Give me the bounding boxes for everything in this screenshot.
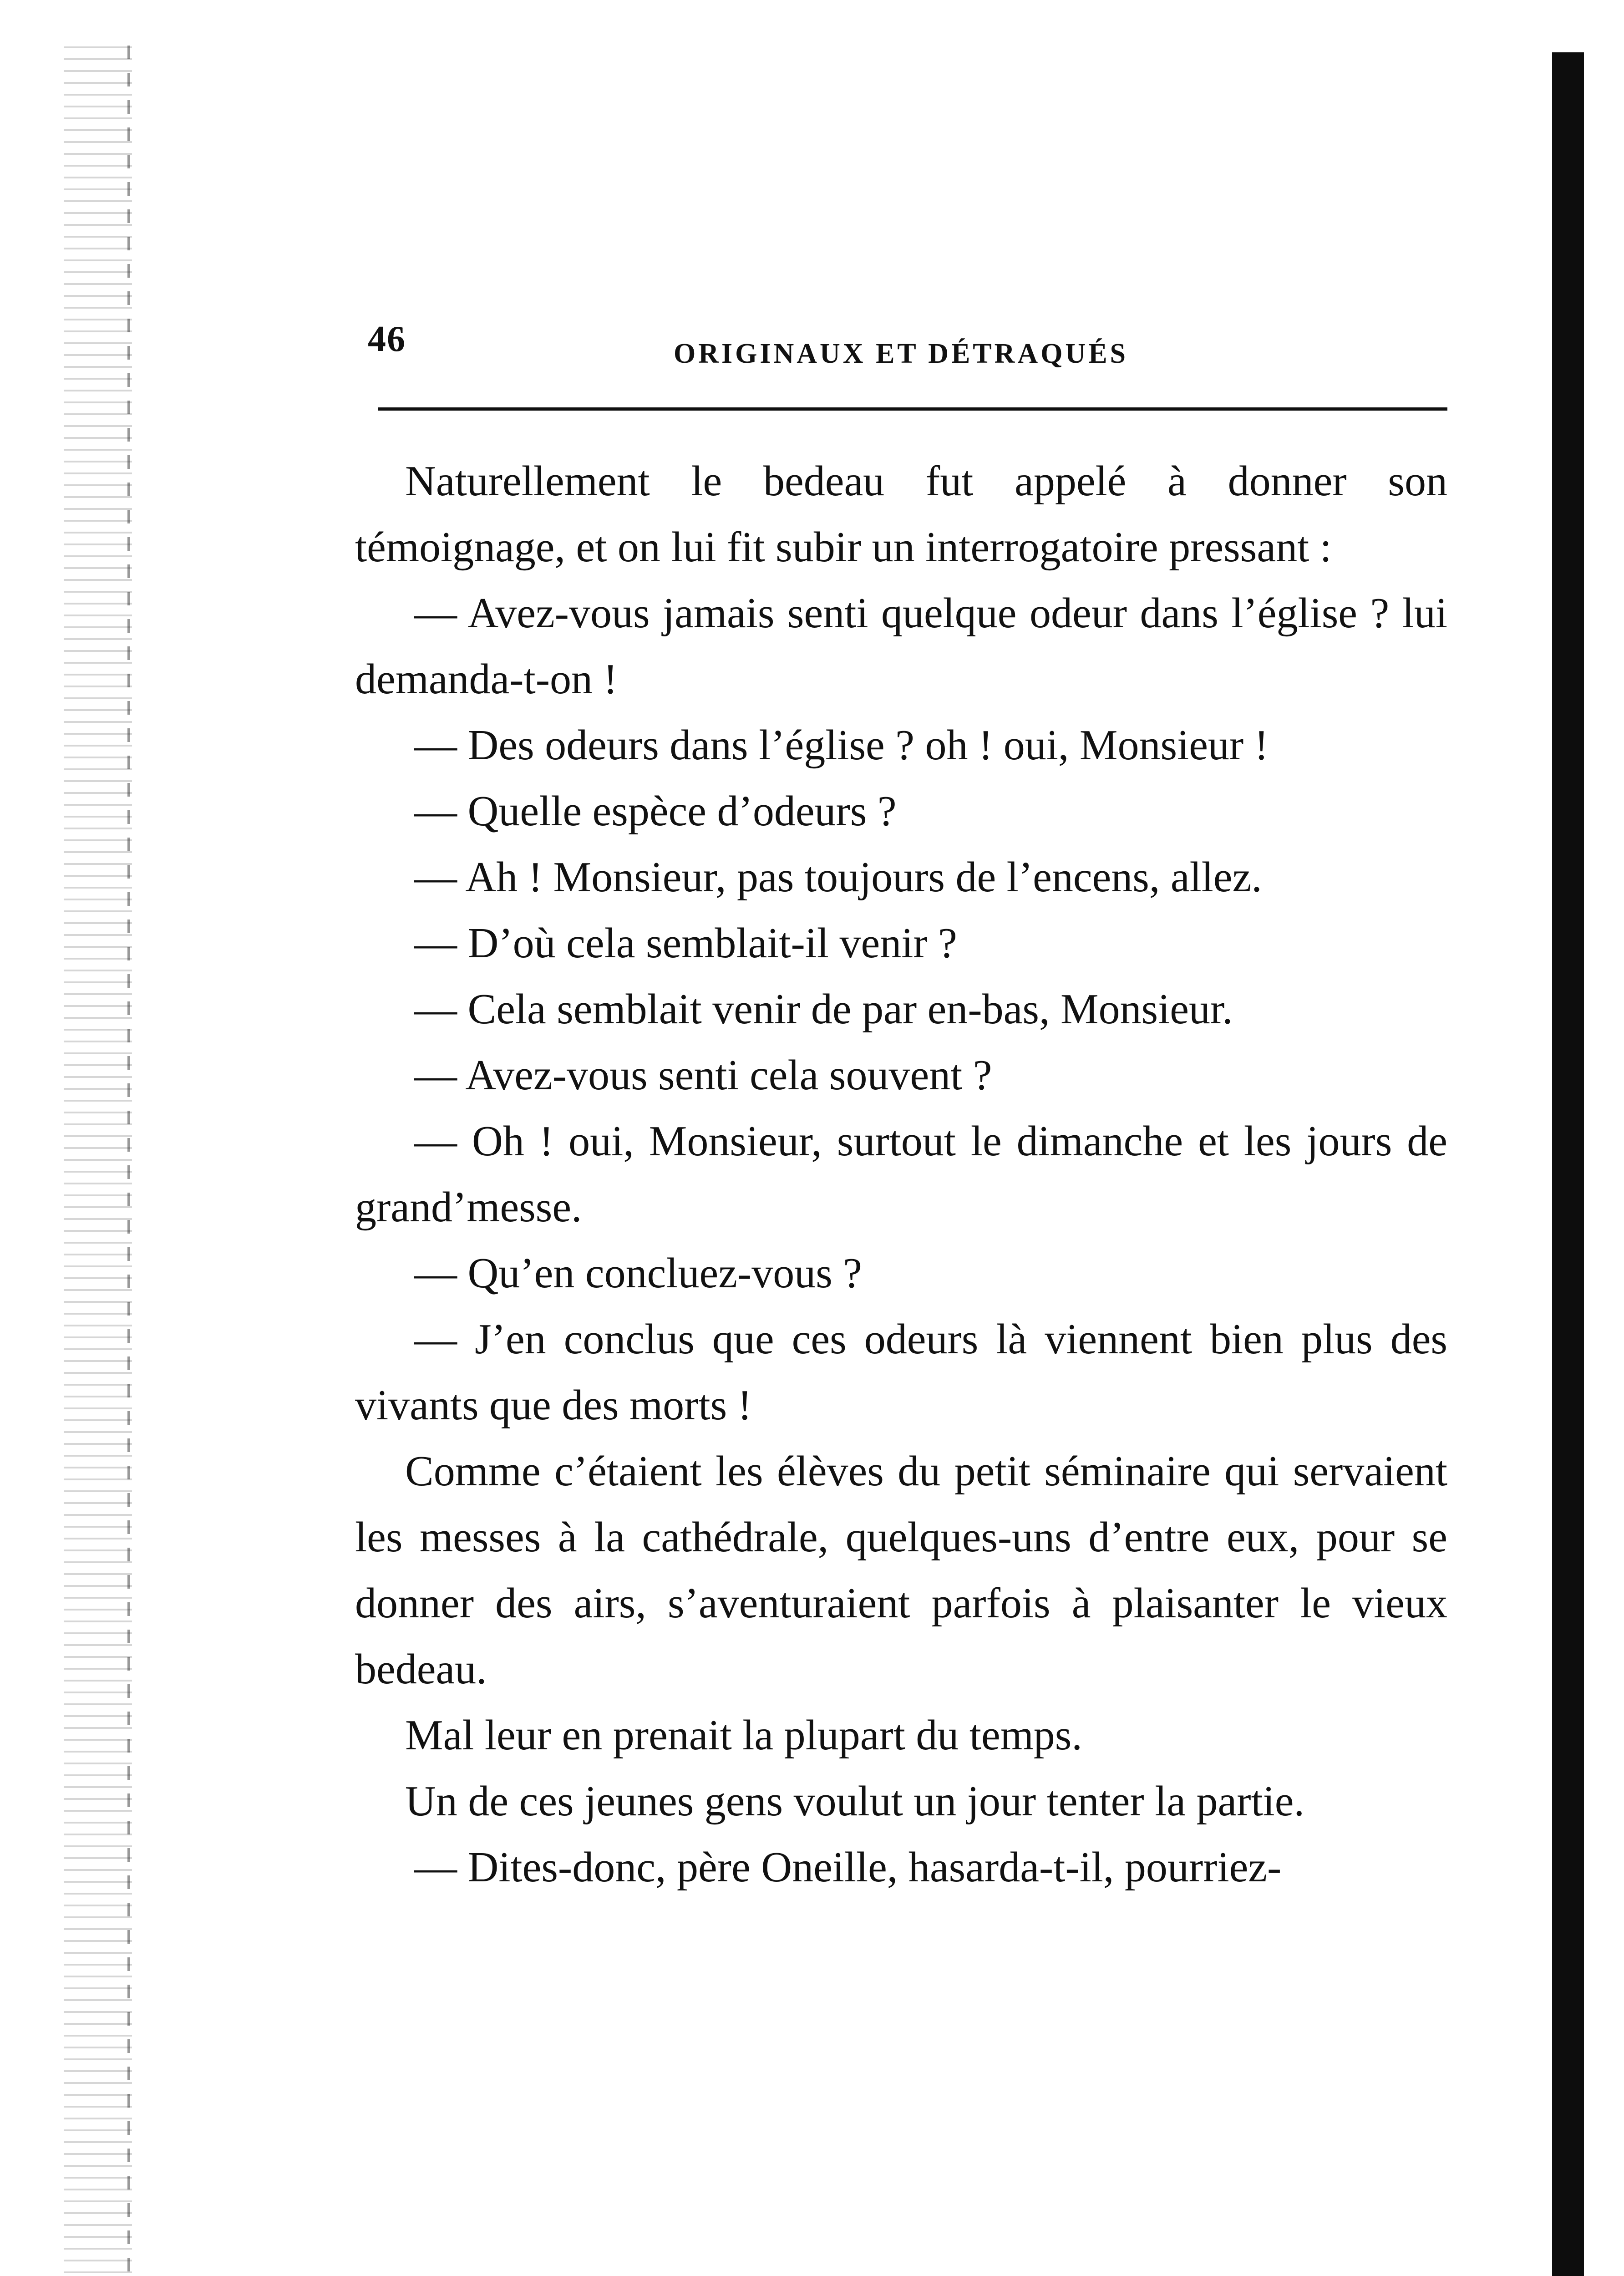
dialogue-line: — D’où cela semblait-il venir ? [414,920,957,967]
dialogue-line: — Avez-vous senti cela souvent ? [414,1052,992,1099]
running-head: ORIGINAUX ET DÉTRAQUÉS [674,338,1129,369]
dialogue-line: — Quelle espèce d’odeurs ? [414,787,897,835]
paragraph: Mal leur en prenait la plupart du temps. [405,1712,1082,1759]
dialogue-line: — Oh ! oui, Monsieur, surtout le dimanche et les jours de grand’messe. [355,1118,1447,1231]
scan-left-edge [64,36,132,2276]
header-rule [378,407,1447,411]
paragraph: Un de ces jeunes gens voulut un jour tenter la partie. [405,1778,1305,1825]
paragraph: Naturellement le bedeau fut appelé à donner son témoignage, et on lui fit subir un interrogatoire pressant : [355,457,1447,571]
page-body [355,448,1447,1900]
scan-right-margin-bar [1552,52,1584,2276]
page-number: 46 [368,319,406,359]
dialogue-line: — Ah ! Monsieur, pas toujours de l’encens, allez. [414,854,1262,901]
dialogue-line: — J’en conclus que ces odeurs là viennent bien plus des vivants que des morts ! [355,1316,1447,1429]
paragraph: Comme c’étaient les élèves du petit séminaire qui servaient les messes à la cathédrale, quelques-uns d’entre eux, pour se donner des airs, s’aventuraient parfois à plaisanter le vieux bedeau. [355,1448,1447,1693]
dialogue-line: — Cela semblait venir de par en-bas, Monsieur. [414,986,1233,1033]
dialogue-line: — Des odeurs dans l’église ? oh ! oui, Monsieur ! [414,721,1269,769]
dialogue-line: — Qu’en concluez-vous ? [414,1250,863,1297]
scan-left-edge-line [127,46,130,2276]
dialogue-line: — Avez-vous jamais senti quelque odeur dans l’église ? lui demanda-t-on ! [355,589,1447,703]
dialogue-line: — Dites-donc, père Oneille, hasarda-t-il, pourriez- [414,1844,1282,1891]
